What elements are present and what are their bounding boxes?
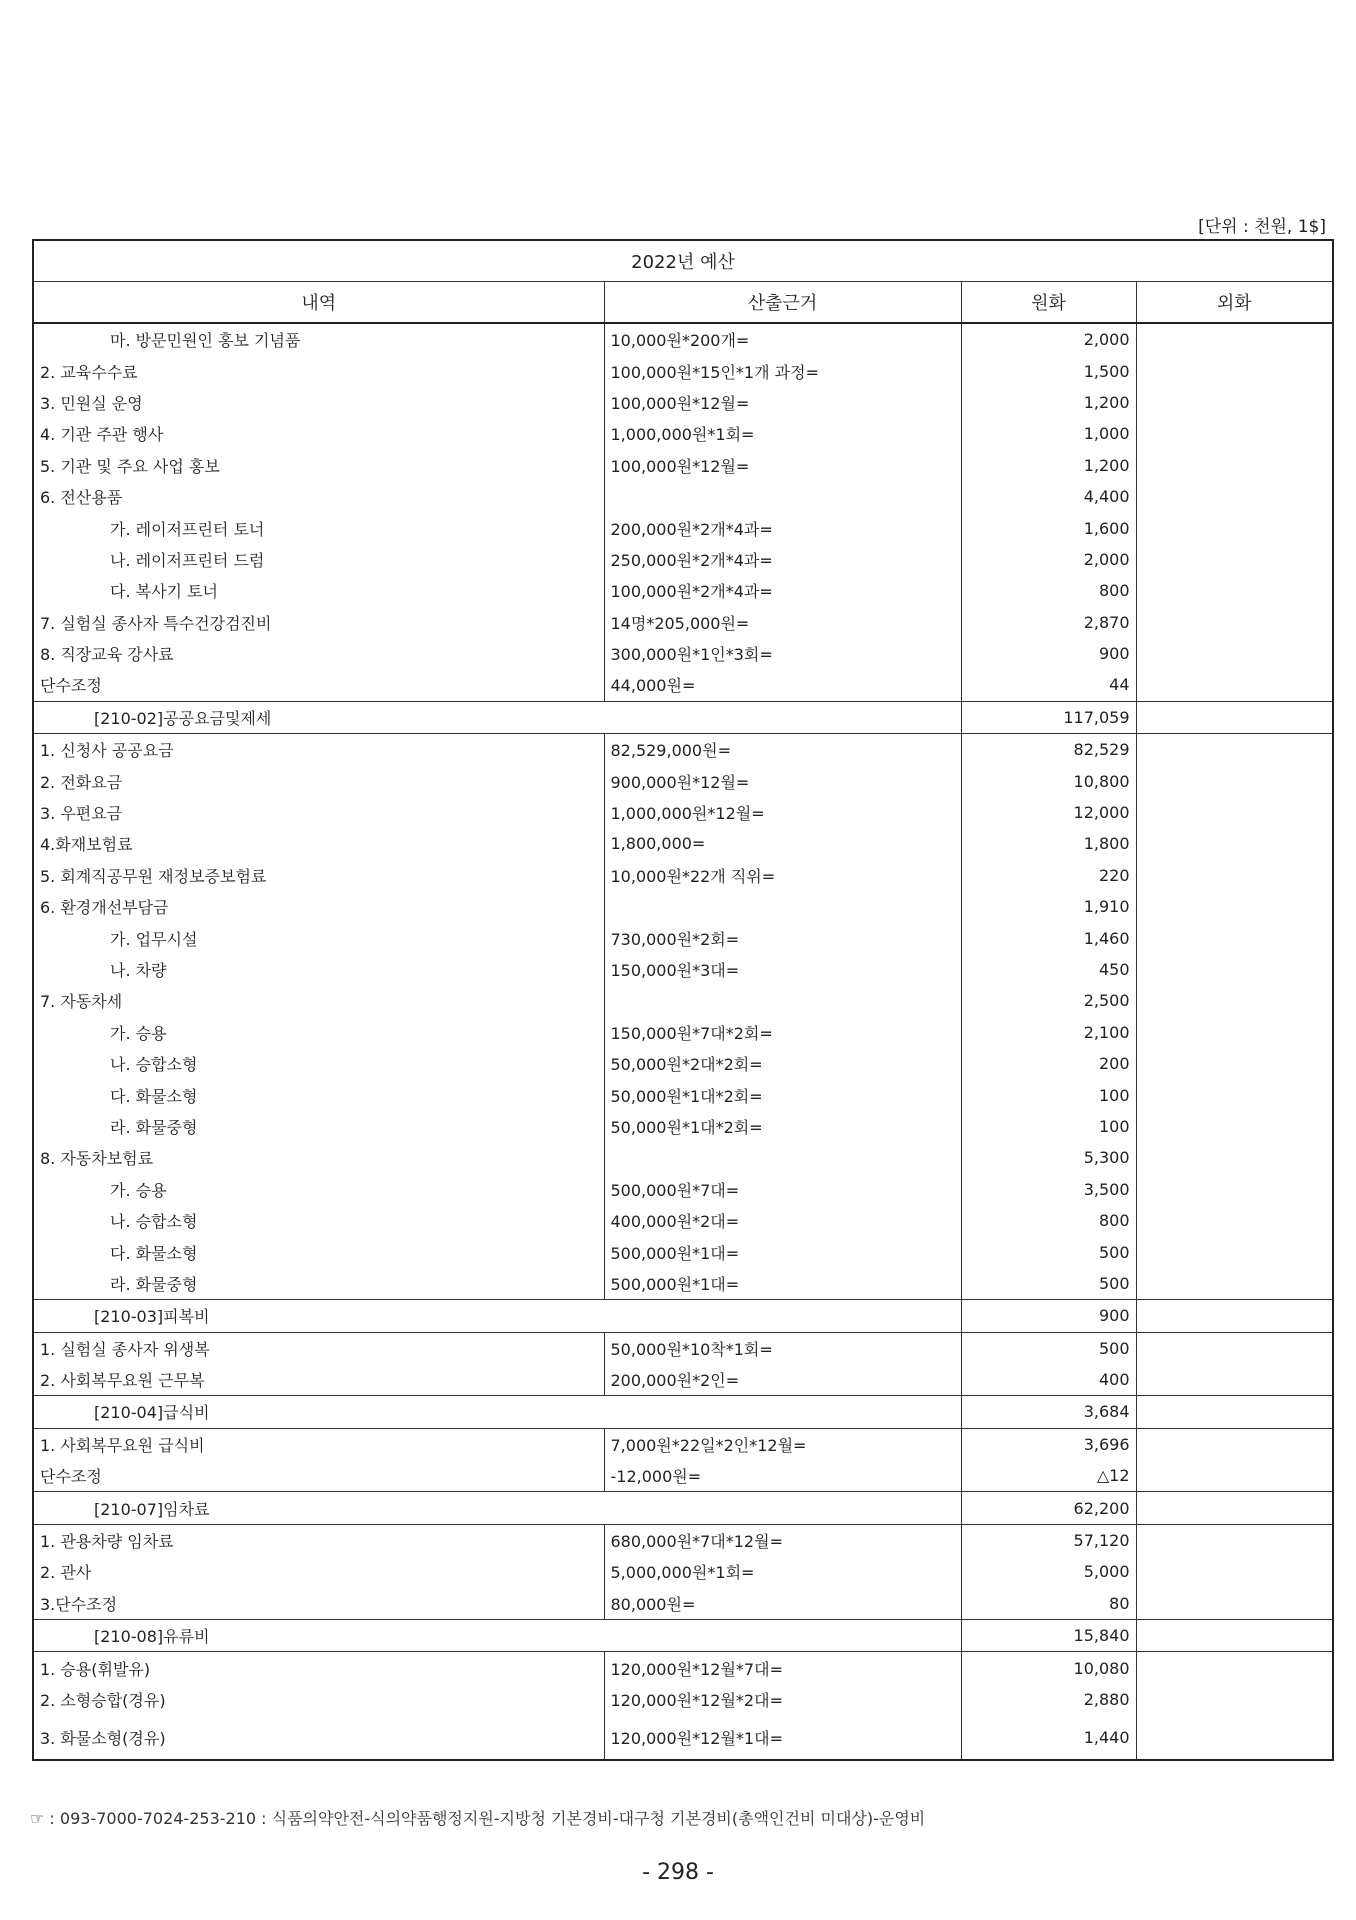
calculation-basis [604, 891, 961, 922]
foreign-amount [1136, 985, 1333, 1016]
item-label: 가. 레이저프린터 토너 [33, 512, 604, 543]
krw-amount: 400 [961, 1364, 1136, 1396]
item-label: 2. 관사 [33, 1556, 604, 1587]
calculation-basis: 300,000원*1인*3회= [604, 638, 961, 669]
krw-amount: 1,600 [961, 512, 1136, 543]
foreign-amount [1136, 575, 1333, 606]
section-row [33, 1300, 1333, 1332]
item-label: 2. 전화요금 [33, 765, 604, 796]
krw-amount: 1,000 [961, 418, 1136, 449]
header-krw: 원화 [961, 282, 1136, 324]
table-row [33, 1017, 1333, 1048]
foreign-amount [1136, 1142, 1333, 1173]
item-label: 4. 기관 주관 행사 [33, 418, 604, 449]
foreign-amount [1136, 512, 1333, 543]
item-label: 나. 승합소형 [33, 1048, 604, 1079]
calculation-basis: 100,000원*12월= [604, 387, 961, 418]
table-row [33, 607, 1333, 638]
krw-amount: 500 [961, 1236, 1136, 1267]
krw-amount: 2,000 [961, 544, 1136, 575]
item-label: 다. 화물소형 [33, 1079, 604, 1110]
table-row [33, 922, 1333, 953]
calculation-basis: 250,000원*2개*4과= [604, 544, 961, 575]
foreign-amount [1136, 1017, 1333, 1048]
item-label: 1. 관용차량 임차료 [33, 1524, 604, 1556]
item-label: 1. 신청사 공공요금 [33, 734, 604, 766]
krw-amount: 1,200 [961, 387, 1136, 418]
footnote: ☞ : 093-7000-7024-253-210 : 식품의약안전-식의약품행정지원-지방청 기본경비-대구청 기본경비(총액인건비 미대상)-운영비 [30, 1809, 926, 1828]
calculation-basis [604, 481, 961, 512]
table-row [33, 387, 1333, 418]
item-label: 라. 화물중형 [33, 1111, 604, 1142]
foreign-amount [1136, 1620, 1333, 1652]
krw-amount: 1,440 [961, 1715, 1136, 1760]
foreign-amount [1136, 638, 1333, 669]
table-row [33, 1524, 1333, 1556]
foreign-amount [1136, 1332, 1333, 1364]
table-row [33, 544, 1333, 575]
krw-amount: 10,080 [961, 1652, 1136, 1684]
calculation-basis: 50,000원*2대*2회= [604, 1048, 961, 1079]
section-row [33, 1620, 1333, 1652]
foreign-amount [1136, 355, 1333, 386]
section-label: [210-08]유류비 [33, 1620, 961, 1652]
table-row [33, 1079, 1333, 1110]
calculation-basis: 200,000원*2인= [604, 1364, 961, 1396]
item-label: 1. 승용(휘발유) [33, 1652, 604, 1684]
table-row [33, 638, 1333, 669]
krw-amount: 80 [961, 1588, 1136, 1620]
krw-amount: 57,120 [961, 1524, 1136, 1556]
foreign-amount [1136, 1111, 1333, 1142]
item-label: 4.화재보험료 [33, 828, 604, 859]
krw-amount: 2,000 [961, 323, 1136, 355]
item-label: 3. 화물소형(경유) [33, 1715, 604, 1760]
calculation-basis: 120,000원*12월*2대= [604, 1684, 961, 1715]
calculation-basis: 900,000원*12월= [604, 765, 961, 796]
krw-amount: 450 [961, 954, 1136, 985]
item-label: 2. 사회복무요원 근무복 [33, 1364, 604, 1396]
table-row [33, 860, 1333, 891]
calculation-basis: 680,000원*7대*12월= [604, 1524, 961, 1556]
calculation-basis: 7,000원*22일*2인*12월= [604, 1428, 961, 1460]
krw-amount: 2,870 [961, 607, 1136, 638]
item-label: 단수조정 [33, 1460, 604, 1492]
calculation-basis: 80,000원= [604, 1588, 961, 1620]
foreign-amount [1136, 1715, 1333, 1760]
foreign-amount [1136, 797, 1333, 828]
table-row [33, 1652, 1333, 1684]
krw-amount: 1,200 [961, 450, 1136, 481]
krw-amount: 3,500 [961, 1174, 1136, 1205]
krw-amount: 800 [961, 575, 1136, 606]
item-label: 7. 자동차세 [33, 985, 604, 1016]
calculation-basis: 500,000원*7대= [604, 1174, 961, 1205]
item-label: 나. 차량 [33, 954, 604, 985]
krw-amount: 2,500 [961, 985, 1136, 1016]
foreign-amount [1136, 1364, 1333, 1396]
foreign-amount [1136, 1300, 1333, 1332]
section-row [33, 701, 1333, 733]
calculation-basis: 150,000원*7대*2회= [604, 1017, 961, 1048]
foreign-amount [1136, 1460, 1333, 1492]
foreign-amount [1136, 669, 1333, 701]
krw-amount: △12 [961, 1460, 1136, 1492]
foreign-amount [1136, 701, 1333, 733]
krw-amount: 100 [961, 1111, 1136, 1142]
calculation-basis: 44,000원= [604, 669, 961, 701]
krw-amount: 44 [961, 669, 1136, 701]
item-label: 3.단수조정 [33, 1588, 604, 1620]
item-label: 나. 레이저프린터 드럼 [33, 544, 604, 575]
foreign-amount [1136, 1684, 1333, 1715]
table-row [33, 1556, 1333, 1587]
item-label: 1. 실험실 종사자 위생복 [33, 1332, 604, 1364]
krw-amount: 3,684 [961, 1396, 1136, 1428]
calculation-basis: 150,000원*3대= [604, 954, 961, 985]
krw-amount: 62,200 [961, 1492, 1136, 1524]
foreign-amount [1136, 607, 1333, 638]
calculation-basis [604, 1142, 961, 1173]
header-foreign: 외화 [1136, 282, 1333, 324]
section-label: [210-07]임차료 [33, 1492, 961, 1524]
item-label: 8. 자동차보험료 [33, 1142, 604, 1173]
table-body [33, 323, 1333, 1760]
calculation-basis: 120,000원*12월*1대= [604, 1715, 961, 1760]
calculation-basis: -12,000원= [604, 1460, 961, 1492]
calculation-basis: 200,000원*2개*4과= [604, 512, 961, 543]
foreign-amount [1136, 544, 1333, 575]
table-row [33, 481, 1333, 512]
foreign-amount [1136, 1492, 1333, 1524]
calculation-basis: 100,000원*12월= [604, 450, 961, 481]
table-row [33, 1048, 1333, 1079]
krw-amount: 4,400 [961, 481, 1136, 512]
krw-amount: 100 [961, 1079, 1136, 1110]
foreign-amount [1136, 954, 1333, 985]
budget-table [32, 239, 1334, 1761]
krw-amount: 15,840 [961, 1620, 1136, 1652]
foreign-amount [1136, 450, 1333, 481]
calculation-basis: 400,000원*2대= [604, 1205, 961, 1236]
foreign-amount [1136, 1174, 1333, 1205]
item-label: 마. 방문민원인 홍보 기념품 [33, 323, 604, 355]
calculation-basis: 1,800,000= [604, 828, 961, 859]
foreign-amount [1136, 1428, 1333, 1460]
foreign-amount [1136, 1556, 1333, 1587]
krw-amount: 2,880 [961, 1684, 1136, 1715]
foreign-amount [1136, 891, 1333, 922]
krw-amount: 5,000 [961, 1556, 1136, 1587]
calculation-basis: 82,529,000원= [604, 734, 961, 766]
item-label: 1. 사회복무요원 급식비 [33, 1428, 604, 1460]
table-row [33, 1174, 1333, 1205]
item-label: 8. 직장교육 강사료 [33, 638, 604, 669]
table-row [33, 1111, 1333, 1142]
table-row [33, 1715, 1333, 1760]
table-row [33, 1268, 1333, 1300]
item-label: 5. 회계직공무원 재정보증보험료 [33, 860, 604, 891]
calculation-basis: 730,000원*2회= [604, 922, 961, 953]
krw-amount: 5,300 [961, 1142, 1136, 1173]
item-label: 2. 소형승합(경유) [33, 1684, 604, 1715]
item-label: 가. 승용 [33, 1174, 604, 1205]
foreign-amount [1136, 734, 1333, 766]
krw-amount: 82,529 [961, 734, 1136, 766]
table-row [33, 734, 1333, 766]
krw-amount: 1,910 [961, 891, 1136, 922]
krw-amount: 220 [961, 860, 1136, 891]
foreign-amount [1136, 387, 1333, 418]
table-row [33, 450, 1333, 481]
item-label: 5. 기관 및 주요 사업 홍보 [33, 450, 604, 481]
calculation-basis: 120,000원*12월*7대= [604, 1652, 961, 1684]
foreign-amount [1136, 323, 1333, 355]
section-row [33, 1492, 1333, 1524]
item-label: 가. 업무시설 [33, 922, 604, 953]
table-row [33, 1428, 1333, 1460]
table-row [33, 891, 1333, 922]
table-row [33, 765, 1333, 796]
calculation-basis: 500,000원*1대= [604, 1236, 961, 1267]
section-label: [210-02]공공요금및제세 [33, 701, 961, 733]
krw-amount: 1,500 [961, 355, 1136, 386]
section-label: [210-03]피복비 [33, 1300, 961, 1332]
krw-amount: 117,059 [961, 701, 1136, 733]
foreign-amount [1136, 860, 1333, 891]
table-row [33, 669, 1333, 701]
table-row [33, 985, 1333, 1016]
table-row [33, 1588, 1333, 1620]
foreign-amount [1136, 828, 1333, 859]
foreign-amount [1136, 922, 1333, 953]
calculation-basis: 50,000원*1대*2회= [604, 1079, 961, 1110]
table-row [33, 1332, 1333, 1364]
krw-amount: 10,800 [961, 765, 1136, 796]
section-label: [210-04]급식비 [33, 1396, 961, 1428]
calculation-basis: 100,000원*15인*1개 과정= [604, 355, 961, 386]
unit-note: [단위 : 천원, 1$] [1198, 217, 1326, 237]
table-row [33, 355, 1333, 386]
foreign-amount [1136, 1524, 1333, 1556]
table-row [33, 1142, 1333, 1173]
krw-amount: 3,696 [961, 1428, 1136, 1460]
foreign-amount [1136, 1652, 1333, 1684]
header-description: 내역 [33, 282, 604, 324]
calculation-basis: 1,000,000원*1회= [604, 418, 961, 449]
calculation-basis: 10,000원*22개 직위= [604, 860, 961, 891]
foreign-amount [1136, 765, 1333, 796]
item-label: 3. 우편요금 [33, 797, 604, 828]
krw-amount: 12,000 [961, 797, 1136, 828]
item-label: 6. 환경개선부담금 [33, 891, 604, 922]
table-row [33, 512, 1333, 543]
foreign-amount [1136, 418, 1333, 449]
krw-amount: 900 [961, 1300, 1136, 1332]
krw-amount: 1,460 [961, 922, 1136, 953]
krw-amount: 2,100 [961, 1017, 1136, 1048]
item-label: 다. 화물소형 [33, 1236, 604, 1267]
foreign-amount [1136, 1079, 1333, 1110]
table-row [33, 323, 1333, 355]
foreign-amount [1136, 481, 1333, 512]
item-label: 다. 복사기 토너 [33, 575, 604, 606]
table-row [33, 797, 1333, 828]
calculation-basis: 14명*205,000원= [604, 607, 961, 638]
foreign-amount [1136, 1396, 1333, 1428]
table-title: 2022년 예산 [33, 240, 1333, 282]
table-row [33, 1364, 1333, 1396]
section-row [33, 1396, 1333, 1428]
table-row [33, 575, 1333, 606]
calculation-basis: 500,000원*1대= [604, 1268, 961, 1300]
page-number: - 298 - [642, 1860, 714, 1885]
item-label: 6. 전산용품 [33, 481, 604, 512]
calculation-basis: 100,000원*2개*4과= [604, 575, 961, 606]
table-row [33, 1460, 1333, 1492]
table-row [33, 954, 1333, 985]
calculation-basis: 50,000원*10착*1회= [604, 1332, 961, 1364]
foreign-amount [1136, 1048, 1333, 1079]
table-row [33, 828, 1333, 859]
krw-amount: 500 [961, 1332, 1136, 1364]
item-label: 2. 교육수수료 [33, 355, 604, 386]
header-basis: 산출근거 [604, 282, 961, 324]
krw-amount: 500 [961, 1268, 1136, 1300]
item-label: 나. 승합소형 [33, 1205, 604, 1236]
item-label: 라. 화물중형 [33, 1268, 604, 1300]
krw-amount: 200 [961, 1048, 1136, 1079]
calculation-basis: 1,000,000원*12월= [604, 797, 961, 828]
foreign-amount [1136, 1236, 1333, 1267]
table-row [33, 418, 1333, 449]
table-row [33, 1684, 1333, 1715]
calculation-basis [604, 985, 961, 1016]
item-label: 3. 민원실 운영 [33, 387, 604, 418]
foreign-amount [1136, 1205, 1333, 1236]
foreign-amount [1136, 1268, 1333, 1300]
table-row [33, 1205, 1333, 1236]
krw-amount: 900 [961, 638, 1136, 669]
item-label: 7. 실험실 종사자 특수건강검진비 [33, 607, 604, 638]
table-row [33, 1236, 1333, 1267]
krw-amount: 800 [961, 1205, 1136, 1236]
item-label: 단수조정 [33, 669, 604, 701]
calculation-basis: 50,000원*1대*2회= [604, 1111, 961, 1142]
calculation-basis: 10,000원*200개= [604, 323, 961, 355]
calculation-basis: 5,000,000원*1회= [604, 1556, 961, 1587]
krw-amount: 1,800 [961, 828, 1136, 859]
foreign-amount [1136, 1588, 1333, 1620]
item-label: 가. 승용 [33, 1017, 604, 1048]
